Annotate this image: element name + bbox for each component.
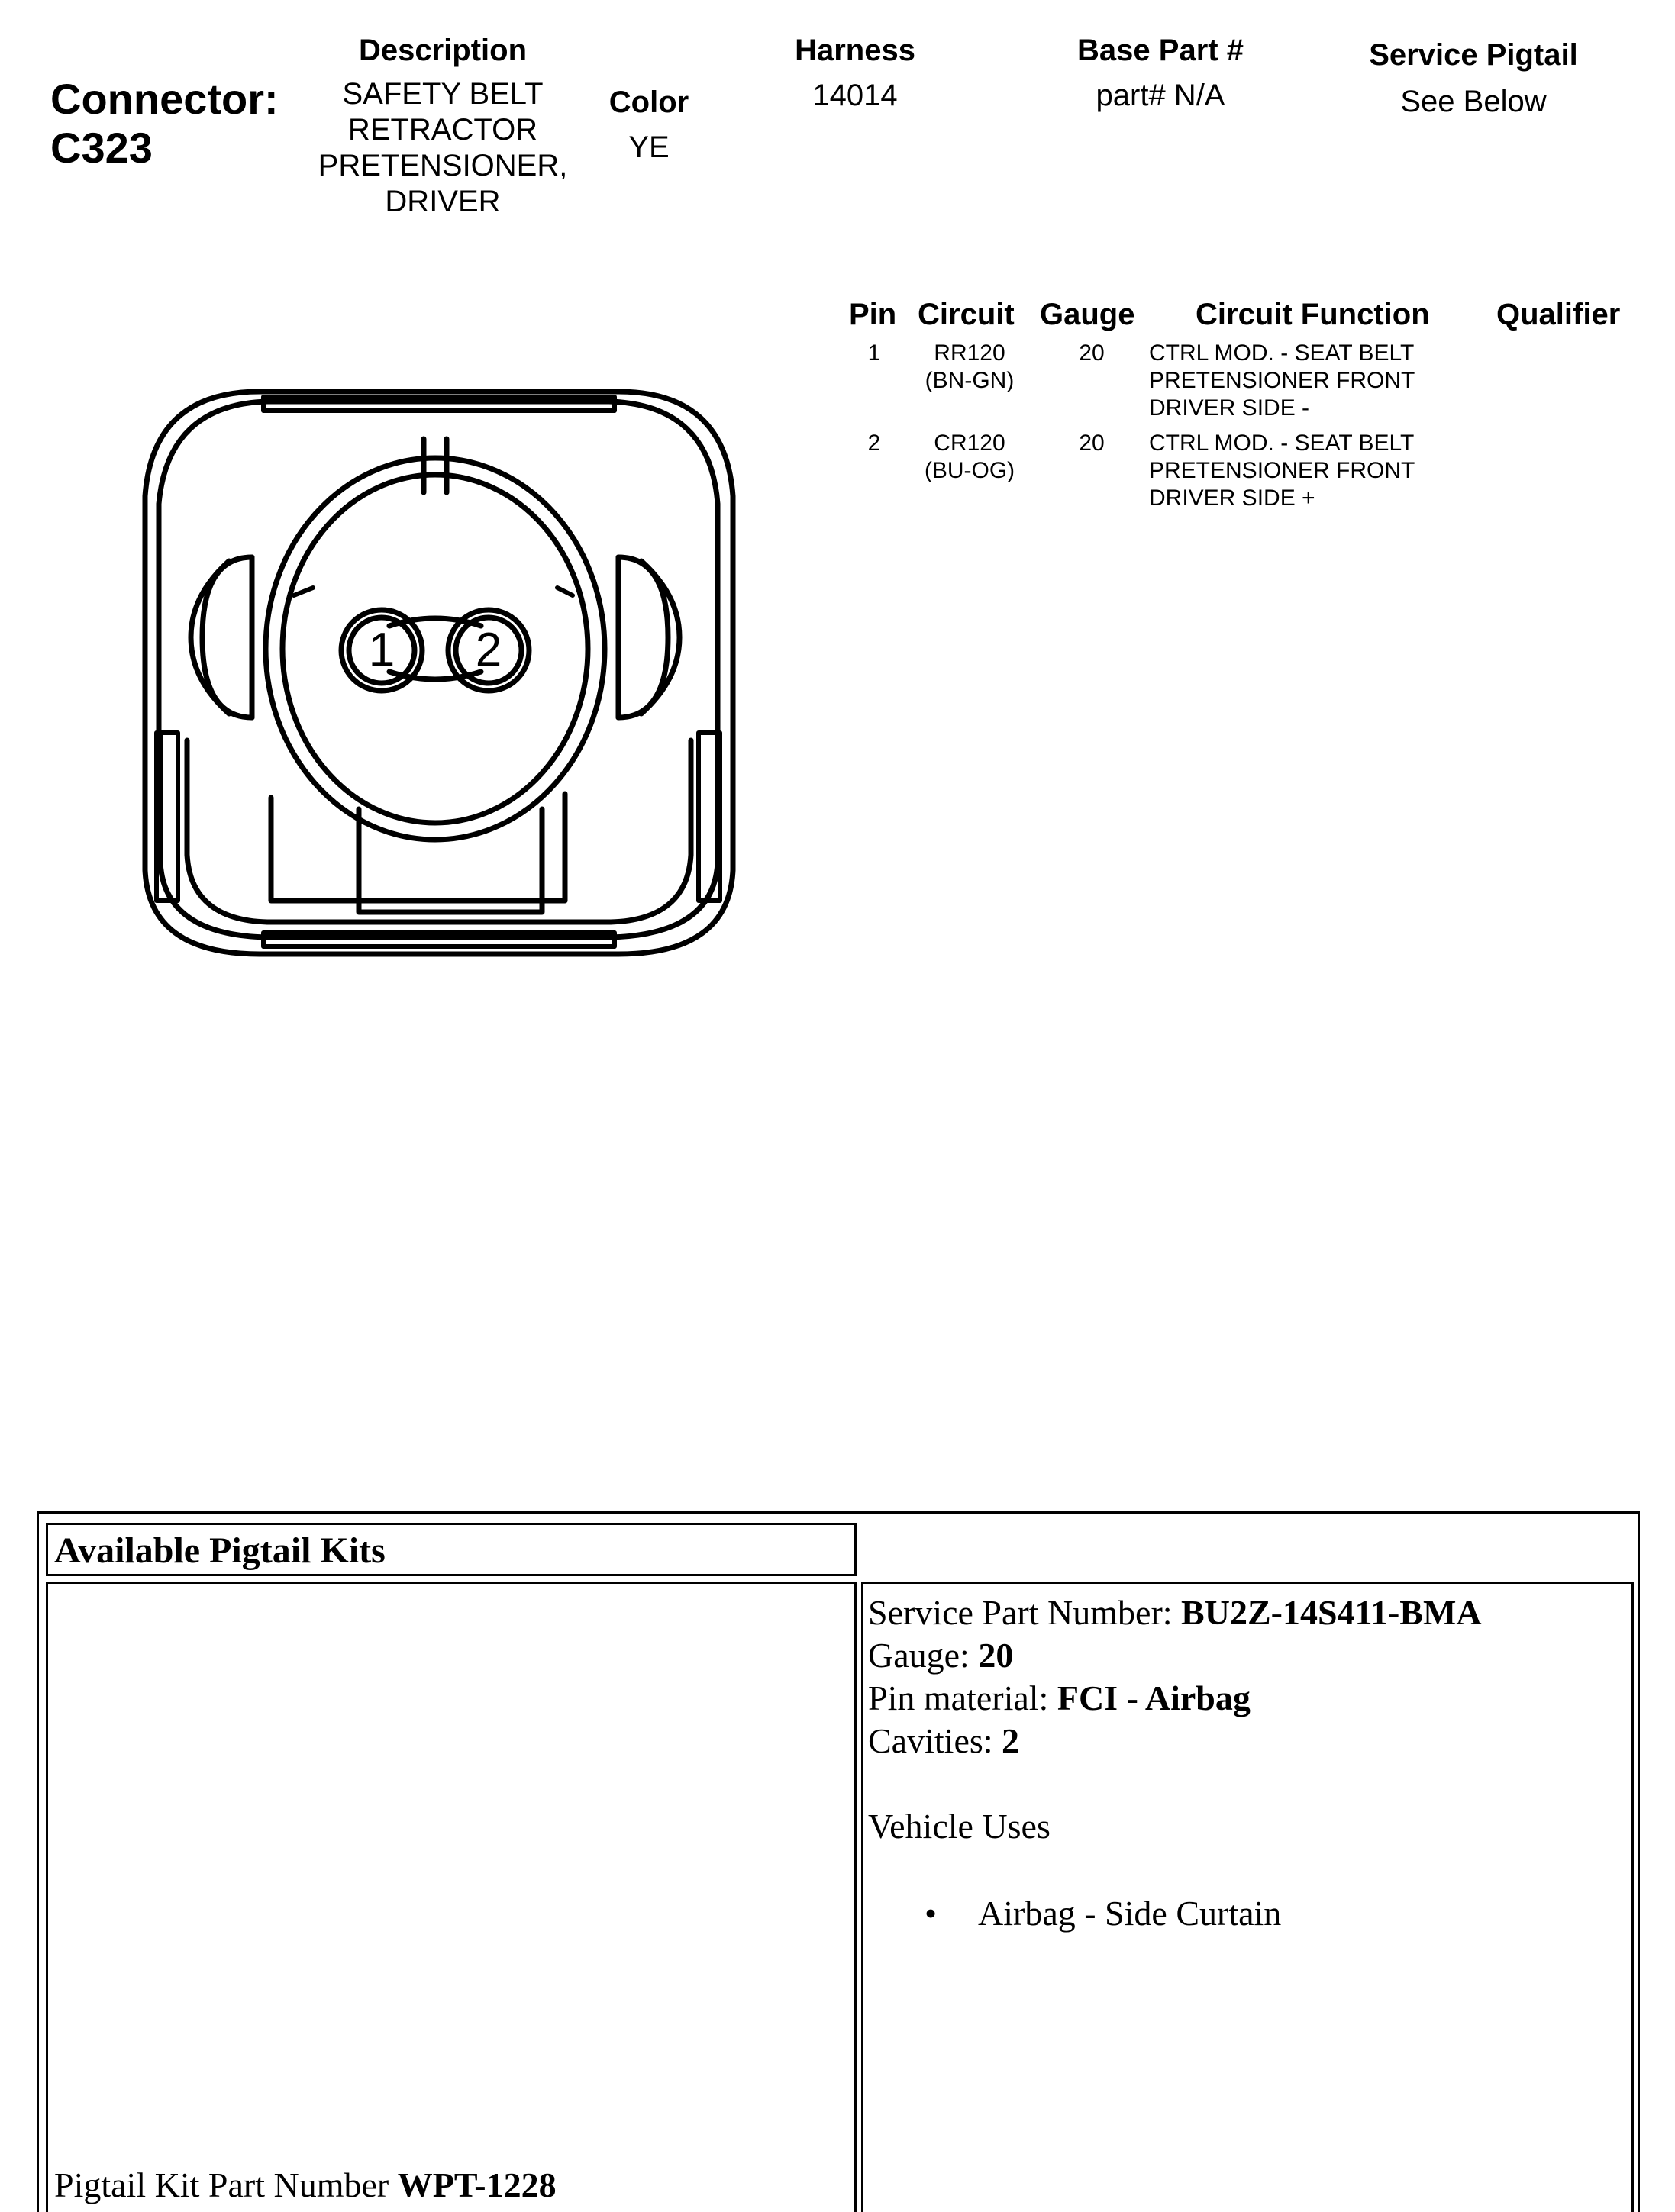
function-line: DRIVER SIDE - — [1149, 395, 1310, 421]
description-line: RETRACTOR — [347, 113, 538, 147]
vehicle-use-item: • Airbag - Side Curtain — [925, 1892, 1627, 1935]
function-line: CTRL MOD. - SEAT BELT — [1149, 340, 1415, 366]
pin-col-header: Pin — [849, 298, 897, 331]
function-cell — [1149, 340, 1485, 422]
connector-id: C323 — [50, 124, 153, 172]
function-line: DRIVER SIDE + — [1149, 485, 1315, 511]
color-header: Color — [608, 85, 689, 119]
pigtail-details-cell — [861, 1582, 1634, 2212]
vehicle-uses-list — [925, 1892, 1627, 1935]
circuit-cell — [901, 340, 1038, 395]
service-pigtail-header: Service Pigtail — [1369, 38, 1578, 72]
cavities-value: 2 — [1002, 1721, 1020, 1760]
pin-1-label: 1 — [368, 624, 395, 676]
circuit-wire-color: (BU-OG) — [924, 458, 1015, 483]
service-part-label: Service Part Number: — [868, 1593, 1173, 1632]
connector-face-diagram — [130, 366, 741, 977]
gauge-label: Gauge: — [868, 1636, 970, 1675]
cavities-label: Cavities: — [868, 1721, 993, 1760]
service-pigtail-value: See Below — [1400, 85, 1547, 118]
harness-value: 14014 — [812, 79, 898, 112]
function-cell — [1149, 430, 1485, 512]
description-line: PRETENSIONER, — [318, 149, 568, 182]
base-part-header: Base Part # — [1077, 34, 1244, 67]
pin-number: 2 — [867, 430, 881, 456]
function-line: CTRL MOD. - SEAT BELT — [1149, 430, 1415, 456]
pin-number: 1 — [867, 340, 881, 366]
circuit-id: RR120 — [934, 340, 1005, 366]
pin-material-line — [868, 1677, 1627, 1720]
connector-label — [50, 75, 279, 173]
pin-2-label: 2 — [475, 624, 502, 676]
pin-material-value: FCI - Airbag — [1057, 1678, 1251, 1717]
circuit-id: CR120 — [934, 430, 1005, 456]
service-part-number — [868, 1591, 1627, 1634]
description-header: Description — [358, 34, 528, 67]
gauge-line — [868, 1634, 1627, 1677]
description-line: DRIVER — [385, 185, 501, 218]
function-col-header: Circuit Function — [1196, 298, 1430, 331]
color-value: YE — [628, 131, 670, 164]
pin-material-label: Pin material: — [868, 1678, 1049, 1717]
base-part-value: part# N/A — [1096, 79, 1225, 112]
circuit-cell — [901, 430, 1038, 485]
kit-part-value: WPT-1228 — [397, 2165, 557, 2204]
vehicle-uses-label: Vehicle Uses — [868, 1807, 1051, 1846]
circuit-wire-color: (BN-GN) — [925, 368, 1015, 393]
description-value — [290, 76, 595, 220]
description-line: SAFETY BELT — [342, 77, 544, 111]
mating-oval — [266, 439, 605, 912]
gauge-cell: 20 — [1079, 340, 1105, 366]
gauge-cell: 20 — [1079, 430, 1105, 456]
harness-header: Harness — [795, 34, 915, 67]
service-part-value: BU2Z-14S411-BMA — [1181, 1593, 1482, 1632]
function-line: PRETENSIONER FRONT — [1149, 368, 1415, 393]
gauge-value: 20 — [978, 1636, 1014, 1675]
circuit-col-header: Circuit — [918, 298, 1015, 331]
connector-label-text: Connector: — [50, 75, 279, 123]
pigtail-kit-cell — [46, 1582, 857, 2212]
function-line: PRETENSIONER FRONT — [1149, 458, 1415, 483]
kit-part-number — [54, 2164, 557, 2207]
cavities-line — [868, 1720, 1627, 1762]
pigtail-title: Available Pigtail Kits — [54, 1530, 386, 1571]
gauge-col-header: Gauge — [1040, 298, 1135, 331]
kit-part-label: Pigtail Kit Part Number — [54, 2165, 389, 2204]
pigtail-title-cell — [46, 1523, 857, 1576]
qualifier-col-header: Qualifier — [1496, 298, 1621, 331]
